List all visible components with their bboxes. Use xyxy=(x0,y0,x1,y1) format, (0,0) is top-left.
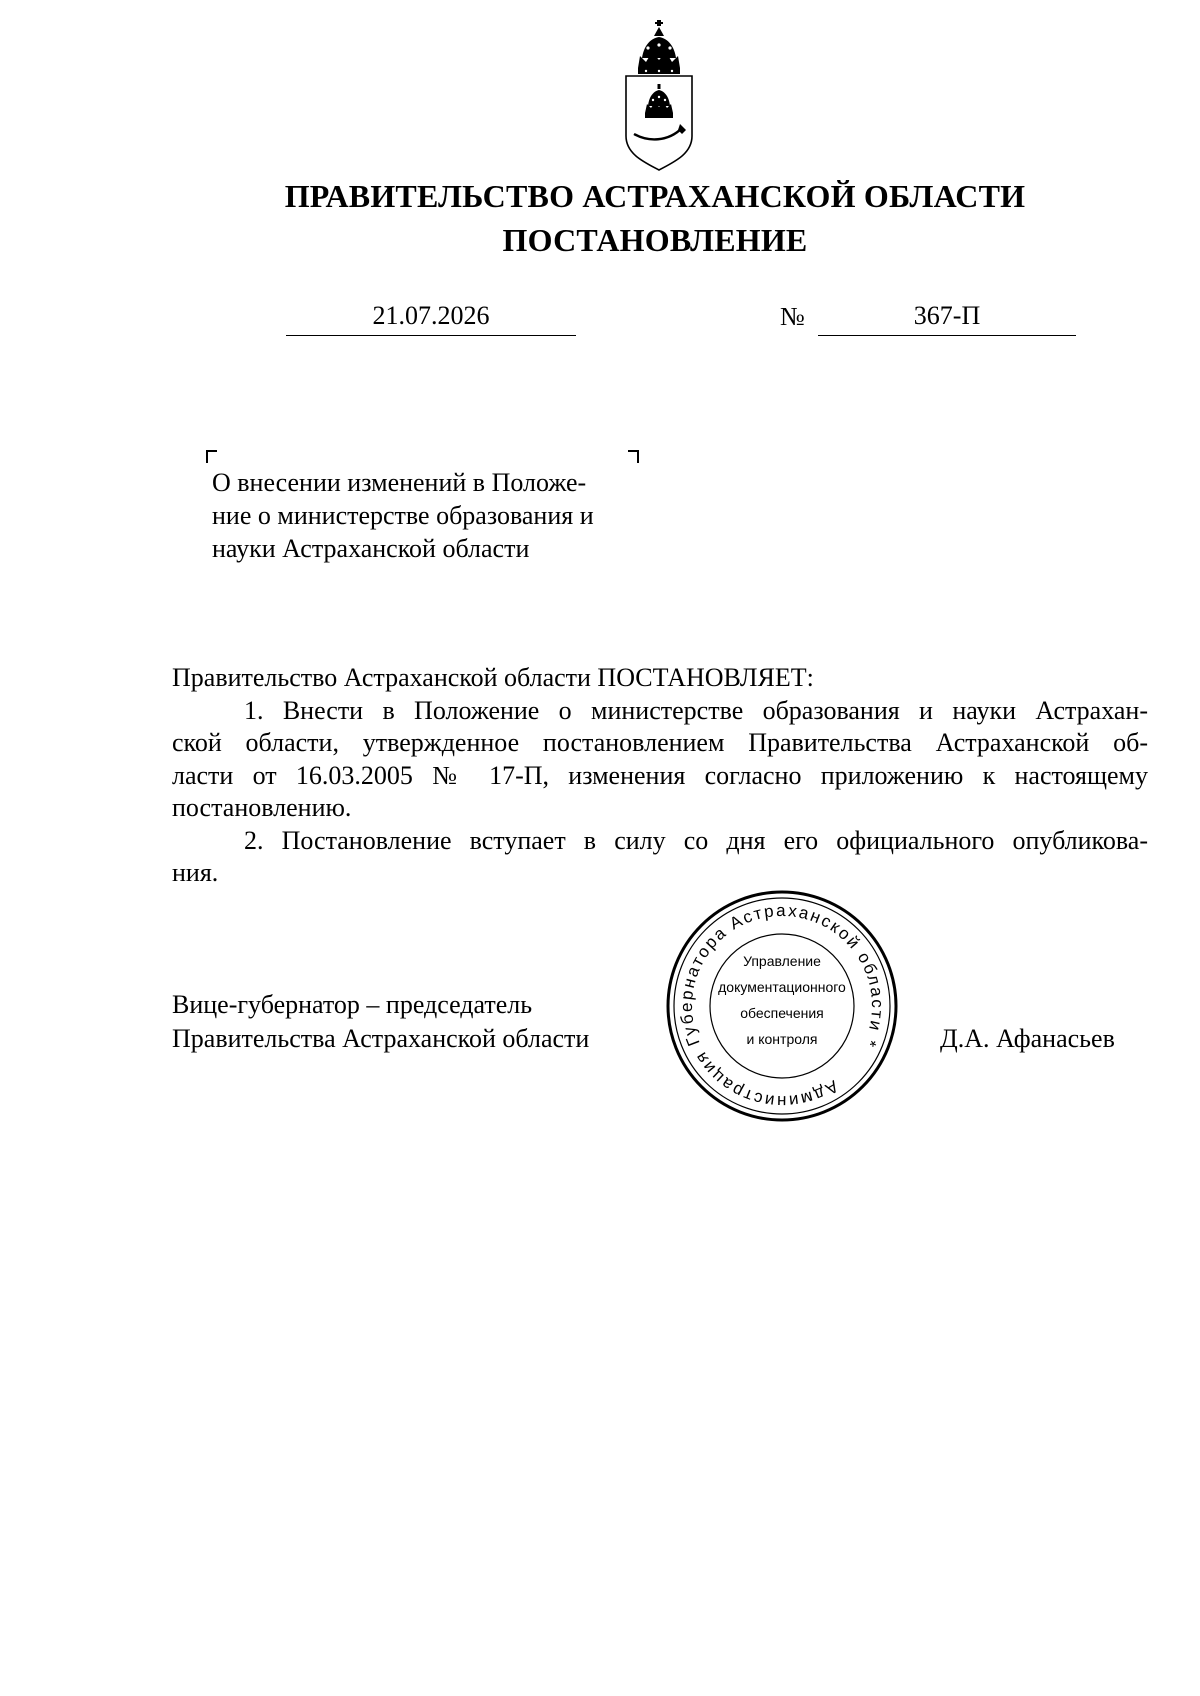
subject-line: науки Астраханской области xyxy=(212,534,530,563)
signer-name: Д.А. Афанасьев xyxy=(940,1024,1115,1053)
document-subject xyxy=(212,466,652,565)
subject-corner-left xyxy=(206,450,217,463)
coat-of-arms-icon xyxy=(618,18,700,172)
body-preamble: Правительство Астраханской области ПОСТАНОВЛЯЕТ: xyxy=(172,663,814,692)
body-line: ния. xyxy=(172,858,219,887)
document-type: ПОСТАНОВЛЕНИЕ xyxy=(502,222,808,258)
signer-position-line: Правительства Астраханской области xyxy=(172,1024,590,1053)
seal-inner-line: Управление xyxy=(743,953,821,969)
body-line: ской области, утвержденное постановлением Правительства Астраханской об- xyxy=(172,728,1148,757)
subject-corner-right xyxy=(628,450,639,463)
seal-inner-text xyxy=(690,948,874,1052)
body-line: 2. Постановление вступает в силу со дня его официального опубликова- xyxy=(244,825,1148,855)
seal-inner-line: обеспечения xyxy=(740,1005,824,1021)
number-sign: № xyxy=(780,302,805,331)
subject-line: О внесении изменений в Положе- xyxy=(212,468,587,497)
body-line: 1. Внести в Положение о министерстве образования и науки Астрахан- xyxy=(244,695,1148,725)
body-line: постановлению. xyxy=(172,793,352,822)
document-body xyxy=(172,662,1148,890)
body-line: ласти от 16.03.2005 № 17-П, изменения согласно приложению к настоящему xyxy=(172,760,1148,790)
seal-ring-text: Администрация Губернатора Астраханской области * xyxy=(676,900,888,1112)
subject-line: ние о министерстве образования и xyxy=(212,501,594,530)
signer-position xyxy=(172,988,589,1056)
document-number: 367-П xyxy=(818,299,1076,336)
seal-inner-line: документационного xyxy=(718,979,846,995)
document-date: 21.07.2026 xyxy=(286,299,576,336)
seal-inner-line: и контроля xyxy=(746,1031,818,1047)
organization-title: ПРАВИТЕЛЬСТВО АСТРАХАНСКОЙ ОБЛАСТИ xyxy=(284,178,1026,214)
signer-position-line: Вице-губернатор – председатель xyxy=(172,990,533,1019)
